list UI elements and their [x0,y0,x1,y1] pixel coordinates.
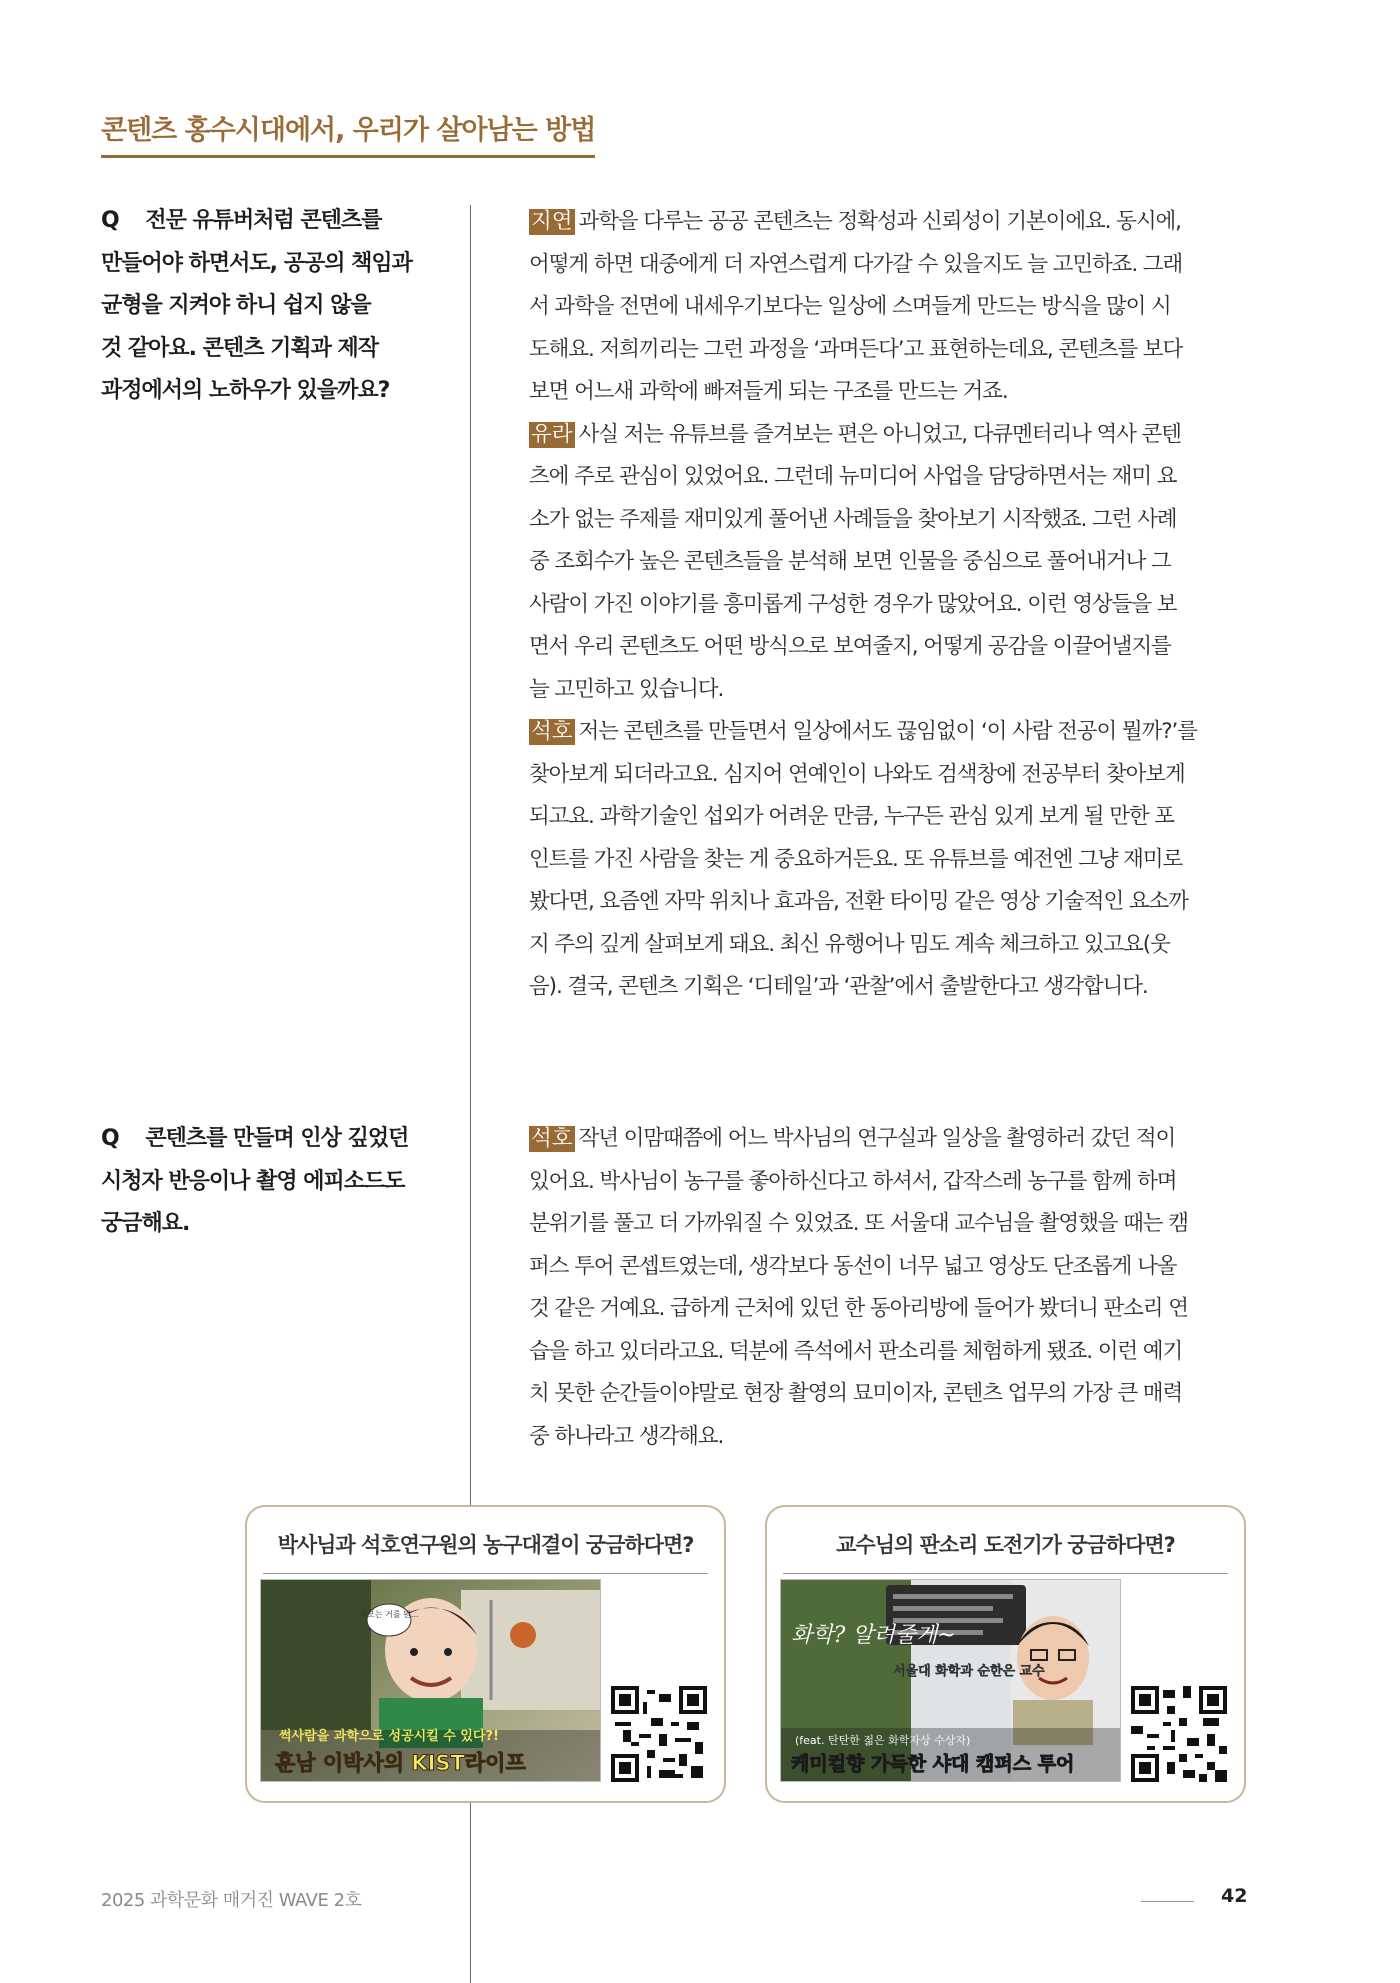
answer-line: 츠에 주로 관심이 있었어요. 그런데 뉴미디어 사업을 담당하면서는 재미 요 [529,464,1177,489]
answer-line: 늘 고민하고 있습니다. [529,676,724,702]
qr-code-icon[interactable] [1131,1686,1227,1782]
video-card-title: 박사님과 석호연구원의 농구대결이 궁금하다면? [263,1529,708,1574]
video-card-pansori[interactable] [765,1505,1246,1803]
answer-line: 면서 우리 콘텐츠도 어떤 방식으로 보여줄지, 어떻게 공감을 이끌어낼지를 [529,634,1171,659]
answer-line: 지 주의 깊게 살펴보게 돼요. 최신 유행어나 밈도 계속 체크하고 있고요(웃 [529,931,1170,957]
answer-line: 보면 어느새 과학에 빠져들게 되는 구조를 만드는 거죠. [529,379,1008,404]
answer-line: 중 조회수가 높은 콘텐츠들을 분석해 보면 인물을 중심으로 풀어내거나 그 [529,549,1171,574]
answer-line: 습을 하고 있더라고요. 덕분에 즉석에서 판소리를 체험하게 됐죠. 이런 예기 [529,1338,1183,1364]
answer-line [529,414,1245,457]
answer-line: 퍼스 투어 콘셉트였는데, 생각보다 동선이 너무 넓고 영상도 단조롭게 나올 [529,1253,1177,1279]
answer-line [529,1118,1245,1161]
thumb-caption-top: (feat. 탄탄한 젊은 화학자상 수상자) [795,1734,971,1747]
thumb-bubble-text: 뭐모는 거를 뭔... [359,1610,419,1619]
answer-line: 사람이 가진 이야기를 흥미롭게 구성한 경우가 많았어요. 이런 영상들을 보 [529,591,1177,617]
answer-text: 과학을 다루는 공공 콘텐츠는 정확성과 신뢰성이 기본이에요. 동시에, [578,209,1181,234]
video-card-title: 교수님의 판소리 도전기가 궁금하다면? [783,1529,1228,1574]
question-line: 과정에서의 노하우가 있을까요? [101,378,390,403]
footer-rule [1141,1901,1194,1902]
answer-line: 소가 없는 주제를 재미있게 풀어낸 사례들을 찾아보기 시작했죠. 그런 사례 [529,506,1177,532]
speaker-tag: 지연 [531,209,573,234]
thumb-handwriting: 화학? 알려줄게~ [791,1623,956,1648]
answer-line: 치 못한 순간들이야말로 현장 촬영의 묘미이자, 콘텐츠 업무의 가장 큰 매력 [529,1381,1183,1406]
answer-line: 있어요. 박사님이 농구를 좋아하신다고 하셔서, 갑작스레 농구를 함께 하며 [529,1168,1177,1194]
question-1 [101,200,441,413]
question-2 [101,1118,441,1246]
answer-line: 찾아보게 되더라고요. 심지어 연예인이 나와도 검색창에 전공부터 찾아보게 [529,761,1185,787]
answer-line: 어떻게 하면 대중에게 더 자연스럽게 다가갈 수 있을지도 늘 고민하죠. 그래 [529,251,1183,277]
answer-line [529,201,1245,244]
answer-text: 작년 이맘때쯤에 어느 박사님의 연구실과 일상을 촬영하러 갔던 적이 [578,1126,1176,1151]
section-title: 콘텐츠 홍수시대에서, 우리가 살아남는 방법 [101,108,595,158]
answer-line: 중 하나라고 생각해요. [529,1423,724,1449]
answer-line [529,711,1245,754]
page-number: 42 [1221,1885,1248,1907]
answer-line: 서 과학을 전면에 내세우기보다는 일상에 스며들게 만드는 방식을 많이 시 [529,294,1171,319]
thumb-caption-top: 썩사람을 과학으로 성공시킬 수 있다?! [279,1729,499,1744]
speaker-tag: 석호 [531,719,573,744]
video-thumbnail[interactable] [260,1579,601,1782]
answer-line: 것 같은 거예요. 급하게 근처에 있던 한 동아리방에 들어가 봤더니 판소리 연 [529,1296,1188,1321]
answer-line: 도해요. 저희끼리는 그런 과정을 ‘과며든다’고 표현하는데요, 콘텐츠를 보다 [529,336,1183,362]
question-line: 것 같아요. 콘텐츠 기획과 제작 [101,335,379,361]
answer-line: 봤다면, 요즘엔 자막 위치나 효과음, 전환 타이밍 같은 영상 기술적인 요소까 [529,889,1188,914]
question-line: 시청자 반응이나 촬영 에피소드도 [101,1168,405,1194]
thumb-caption-bottom: 훈남 이박사의 KIST라이프 [275,1751,526,1775]
qr-code-icon[interactable] [611,1686,707,1782]
answer-text: 사실 저는 유튜브를 즐겨보는 편은 아니었고, 다큐멘터리나 역사 콘텐 [578,421,1181,447]
thumb-caption-bottom: 케미컬향 가득한 샤대 캠퍼스 투어 [791,1753,1075,1775]
answer-line: 분위기를 풀고 더 가까워질 수 있었죠. 또 서울대 교수님을 촬영했을 때는 캠 [529,1211,1188,1236]
answer-line: 되고요. 과학기술인 섭외가 어려운 만큼, 누구든 관심 있게 보게 될 만한 포 [529,804,1174,829]
answer-text: 저는 콘텐츠를 만들면서 일상에서도 끊임없이 ‘이 사람 전공이 뭘까?’를 [578,719,1197,744]
speaker-tag: 석호 [531,1126,573,1151]
footer-publication: 2025 과학문화 매거진 WAVE 2호 [101,1890,362,1911]
answer-line: 음). 결국, 콘텐츠 기획은 ‘디테일’과 ‘관찰’에서 출발한다고 생각합니다. [529,974,1148,999]
video-thumbnail[interactable] [780,1579,1121,1782]
thumb-side-text: 서울대 화학과 순한은 교수 [893,1664,1045,1679]
answer-line: 인트를 가진 사람을 찾는 게 중요하거든요. 또 유튜브를 예전엔 그냥 재미로 [529,846,1183,872]
question-line: Q 콘텐츠를 만들며 인상 깊었던 [101,1126,409,1151]
question-line: Q 전문 유튜버처럼 콘텐츠를 [101,208,382,233]
speaker-tag: 유라 [531,421,573,447]
answer-block-2 [529,1118,1245,1458]
question-line: 균형을 지켜야 하니 쉽지 않을 [101,293,371,318]
answer-block-1 [529,201,1245,1009]
question-line: 만들어야 하면서도, 공공의 책임과 [101,250,412,276]
question-line: 궁금해요. [101,1211,190,1236]
video-card-basketball[interactable] [245,1505,726,1803]
